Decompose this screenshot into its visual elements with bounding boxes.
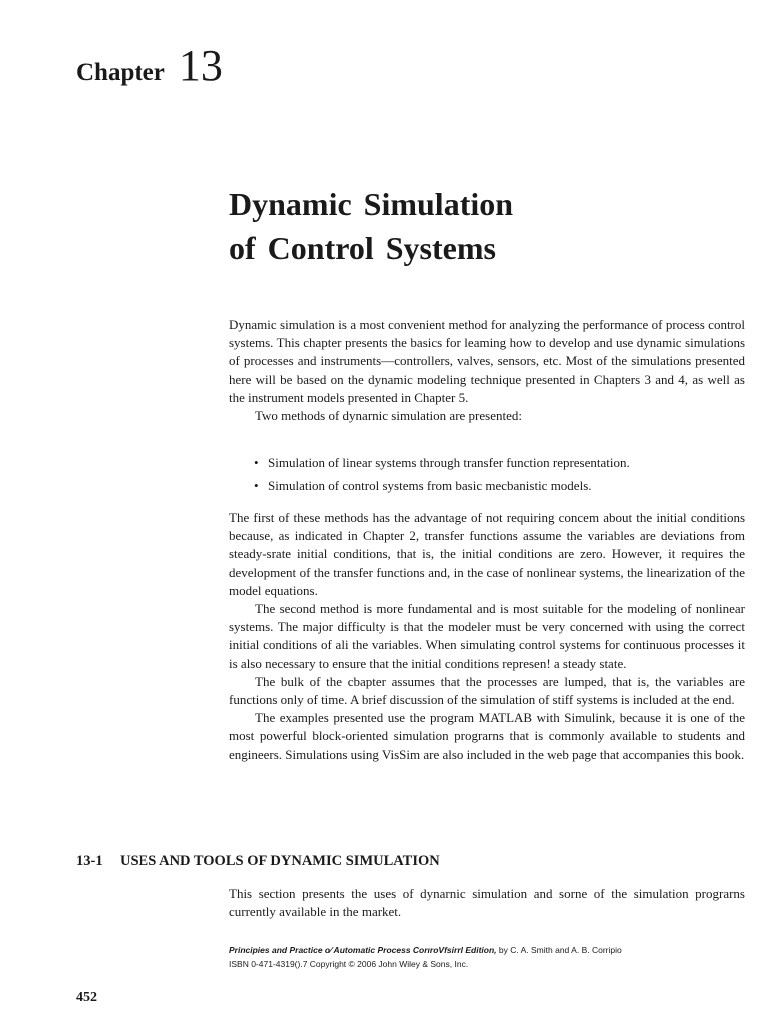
main-text bbox=[229, 509, 745, 764]
section-title: USES AND TOOLS OF DYNAMIC SIMULATION bbox=[120, 853, 440, 869]
section-text bbox=[229, 885, 745, 921]
intro-paragraph-2: Two methods of dynarnic simulation are presented: bbox=[255, 408, 522, 424]
footer-copyright: ISBN 0-471-4319().7 Copyright © 2006 John Wiley & Sons, Inc. bbox=[229, 959, 469, 969]
section-number: 13-1 bbox=[76, 853, 103, 869]
footer-line-1 bbox=[229, 943, 622, 957]
body-paragraph-1: The first of these methods has the advantage of not requiring concem about the initial conditions because, as indicated in Chapter 2, transfer functions assume the variables are deviations from steady-srate initial conditions, that is, the initial conditions are zero. However, it requires the development of the transfer functions and, in the case of nonlinear systems, the linearization of the model equations. bbox=[229, 510, 745, 598]
bullet-marker: • bbox=[254, 455, 259, 470]
list-item-text: Simulation of linear systems through transfer function representation. bbox=[268, 455, 630, 470]
intro-paragraph-1: Dynamic simulation is a most convenient method for analyzing the performance of process control systems. This chapter presents the basics for leaming how to develop and use dynamic simulations of processes and instruments—controllers, valves, sensors, etc. Most of the simulations presented here will be based on the dynamic modeling technique presented in Chapters 3 and 4, as well as the instrument models presented in Chapter 5. bbox=[229, 317, 745, 405]
chapter-label: Chapter bbox=[76, 59, 165, 86]
book-title: Principies and Practice o⁄ Automatic Process CorıroVfsirrl Edition, bbox=[229, 945, 497, 955]
list-item bbox=[229, 477, 745, 495]
copyright-footer bbox=[229, 943, 622, 971]
section-heading bbox=[76, 853, 440, 870]
section-paragraph-1: This section presents the uses of dynarnic simulation and sorne of the simulation prograrns currently available in the market. bbox=[229, 886, 745, 920]
body-paragraph-3: The bulk of the cbapter assumes that the processes are lumped, that is, the variables are functions only of time. A brief discussion of the simulation of stiff systems is included at the end. bbox=[229, 673, 745, 708]
chapter-title bbox=[229, 182, 513, 270]
body-paragraph-2: The second method is more fundamental and is most suitable for the modeling of nonlinear systems. The major difficulty is that the modeler must be very concerned with using the correct initial conditions of ali the variables. When simulating control systems for continuous processes it is also necessary to ensure that the initial conditions represen! a steady state. bbox=[229, 601, 745, 671]
chapter-heading bbox=[76, 40, 223, 91]
book-authors: by C. A. Smith and A. B. Corripio bbox=[498, 945, 622, 955]
body-paragraph-4: The examples presented use the program MATLAB with Simulink, because it is one of the most powerful block-oriented simulation prograrns that is commonly available to students and engineers. Simulations using VisSim are also included in the web page that accompanies this book. bbox=[229, 710, 745, 762]
chapter-title-line-2: of Control Systems bbox=[229, 230, 496, 266]
list-item bbox=[229, 454, 745, 472]
chapter-number: 13 bbox=[178, 41, 223, 90]
intro-text bbox=[229, 316, 745, 425]
chapter-title-line-1: Dynamic Simulation bbox=[229, 186, 514, 222]
list-item-text: Simulation of control systems from basic mecbanistic models. bbox=[268, 478, 592, 493]
bullet-marker: • bbox=[254, 478, 259, 493]
methods-list bbox=[229, 454, 745, 500]
page-number: 452 bbox=[76, 990, 97, 1005]
